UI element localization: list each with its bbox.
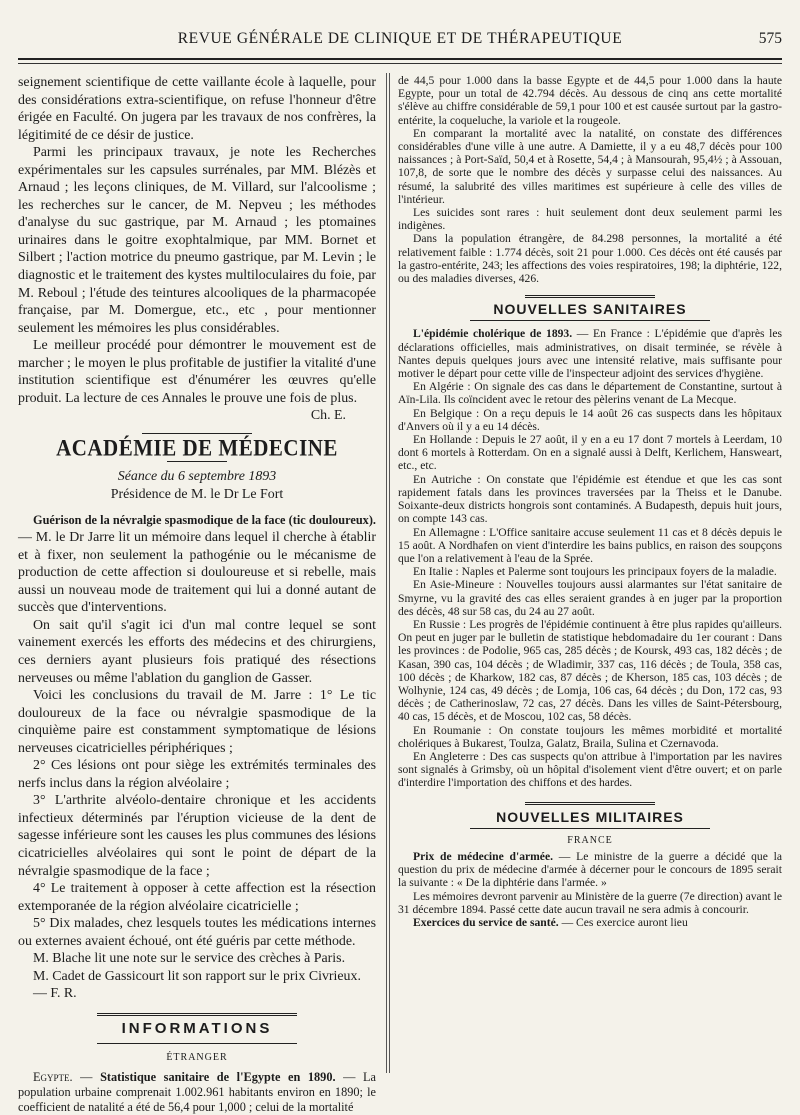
- paragraph: En Russie : Les progrès de l'épidémie continuent à être plus rapides qu'ailleurs. On peut en juger par le bulletin de statistique hebdomadaire du 1er courant : Dans les provinces : de Podolie, 965 cas, 285 décès ; de Koursk, 493 cas, 182 décès ; de Kasan, 390 cas, 104 décès ; de Wladimir, 337 cas, 116 décès ; de Toula, 358 cas, 100 décès ; de Kharkow, 182 cas, 87 décès ; de Kherson, 185 cas, 103 décès ; de Wolhynie, 124 cas, 49 décès ; de Lomja, 106 cas, 64 décès ; du Don, 172 cas, 93 décès ; de Catherinoslaw, 72 cas, 27 décès. Dans les villes de Saint-Pétersbourg, 40 cas, 15 décès, et de Moscou, 102 cas, 58 décès.: [398, 617, 782, 724]
- section-title-militaires: NOUVELLES MILITAIRES: [496, 808, 684, 825]
- signature: Ch. E.: [310, 408, 346, 424]
- paragraph-lead: Egypte.: [33, 1069, 73, 1084]
- section-rule: [97, 1043, 297, 1044]
- paragraph: On sait qu'il s'agit ici d'un mal contre lequel se sont vainement exercés les efforts des médecins et des chirurgiens, ces derniers ayant plusieurs fois pratiqué des résections nerveuses ou même l'ablation du ganglion de Gasser.: [18, 617, 376, 686]
- paragraph-heading: Exercices du service de santé.: [413, 915, 559, 929]
- paragraph: En Algérie : On signale des cas dans le département de Constantine, surtout à Aïn-Lila. Ils coïncident avec le retour des pèlerins venant de La Mecque.: [398, 380, 782, 407]
- right-column: [398, 74, 782, 1074]
- section-rule: [525, 295, 655, 298]
- section-title-academie: ACADÉMIE DE MÉDECINE: [56, 434, 338, 462]
- paragraph: En Italie : Naples et Palerme sont toujours les principaux foyers de la maladie.: [413, 565, 777, 579]
- presidence: Présidence de M. le Dr Le Fort: [110, 487, 284, 503]
- paragraph: [398, 327, 782, 380]
- section-rule: [470, 320, 710, 321]
- paragraph: Egypte. — Statistique sanitaire de l'Egypte en 1890. — La population urbaine comprenait 1.002.961 habitants environ en 1890; le coefficient de natalité a été de 56,4 pour 1,000 ; celui de la mortalité: [18, 1069, 376, 1114]
- paragraph: En Angleterre : Des cas suspects qu'on attribue à l'importation par les navires sont signalés à Grimsby, où un hôpital d'isolement vient d'être ouvert; et on parle d'interdire l'importation des chiffons et des hardes.: [398, 749, 782, 790]
- paragraph: En Asie-Mineure : Nouvelles toujours aussi alarmantes sur l'état sanitaire de Smyrne, vu la gravité des cas elles seraient grandes à en juger par la proportion des décès, 48 sur 58 cas, du 24 au 27 août.: [398, 578, 782, 618]
- paragraph: de 44,5 pour 1.000 dans la basse Egypte et de 44,5 pour 1.000 dans la haute Egypte, pour un total de 42.794 décès. Au dessous de cinq ans cette mortalité s'élève au chiffre considérable de 59,1 pour 100 et est causée surtout par la gastro-entérite, la coqueluche, la variole et la rougeole.: [398, 74, 782, 127]
- paragraph: M. Blache lit une note sur le service des crèches à Paris.: [33, 951, 346, 967]
- paragraph-heading: Prix de médecine d'armée.: [413, 849, 553, 863]
- paragraph-heading: L'épidémie cholérique de 1893.: [413, 327, 573, 341]
- paragraph: Dans la population étrangère, de 84.298 personnes, la mortalité a été relativement faible : 1.774 décès, soit 21 pour 1.000. Ces décès ont été causés par la gastro-entérite, 243; les affections des voies respiratoires, 198; la diphtérie, 122, ou des maladies diverses, 426.: [398, 232, 782, 286]
- paragraph-text: — Le ministre de la guerre a décidé que la question du prix de médecine d'armée à décerner pour le concours de 1895 serait la suivante : « De la diphtérie dans l'armée. »: [398, 849, 783, 890]
- paragraph: [18, 512, 376, 617]
- page-header: [18, 26, 782, 54]
- paragraph: Les suicides sont rares : huit seulement dont deux seulement parmi les indigènes.: [398, 206, 782, 233]
- page-number: 575: [758, 30, 782, 47]
- paragraph: 5° Dix malades, chez lesquels toutes les médications internes ou externes avaient échoué, ont été guéris par cette méthode.: [18, 916, 376, 949]
- section-rule: [525, 802, 655, 805]
- subsection-title: FRANCE: [567, 834, 613, 846]
- paragraph: En Roumanie : On constate toujours les mêmes morbidité et mortalité cholériques à Bukarest, Toulza, Galatz, Braila, Sulina et Czernavoda.: [398, 723, 782, 750]
- subsection-title: ÉTRANGER: [166, 1052, 228, 1064]
- paragraph: En Hollande : Depuis le 27 août, il y en a eu 17 dont 7 mortels à Leerdam, 10 dont 6 mortels à Rotterdam. On en a signalé aussi à Delft, Kerlichem, Hansweart, etc., etc.: [398, 433, 782, 473]
- paragraph-text: — En France : L'épidémie que d'après les déclarations officielles, mais administratives, on disait terminée, se révèle à Nantes depuis quelques jours avec une intensité relative, mais suffisante pour motiver le départ pour cette ville de l'inspecteur adjoint des services d'hygiène.: [398, 327, 783, 381]
- paragraph-text: — M. le Dr Jarre lit un mémoire dans lequel il cherche à établir et à fixer, non seulement la pathogénie ou le mécanisme de production de cette affection si douloureuse et si rebelle, mais aussi un nouveau mode de traitement qui lui a donné autant de succès que d'interventions.: [18, 530, 376, 616]
- signature: — F. R.: [33, 986, 77, 1002]
- paragraph-heading: Guérison de la névralgie spasmodique de la face (tic douloureux).: [33, 512, 376, 527]
- paragraph-text: — Ces exercice auront lieu: [561, 915, 688, 929]
- section-rule: [97, 1013, 297, 1016]
- paragraph: M. Cadet de Gassicourt lit son rapport sur le prix Civrieux.: [33, 968, 361, 984]
- column-separator: [386, 73, 390, 1073]
- paragraph: 4° Le traitement à opposer à cette affection est la résection extemporanée de la région alvéolaire cicatricielle ;: [18, 881, 376, 914]
- paragraph: Voici les conclusions du travail de M. Jarre : 1° Le tic douloureux de la face ou névralgie spasmodique de la cinquième paire est constamment symptomatique de lésions nerveuses cicatricielles périphériques ;: [18, 688, 376, 756]
- section-title-sanitaires: NOUVELLES SANITAIRES: [493, 301, 687, 318]
- paragraph: En Belgique : On a reçu depuis le 14 août 26 cas suspects dans les hôpitaux d'Anvers où il y a eu 14 décès.: [398, 406, 782, 433]
- seance-date: Séance du 6 septembre 1893: [117, 469, 277, 485]
- section-rule: [470, 828, 710, 829]
- paragraph: [398, 850, 782, 890]
- paragraph: 2° Ces lésions ont pour siège les extrémités terminales des nerfs inclus dans la région alvéolaire ;: [18, 758, 376, 791]
- left-column: [18, 74, 376, 1114]
- paragraph: seignement scientifique de cette vaillante école à laquelle, pour des considérations extra-scientifique, on refuse l'honneur d'être érigée en Faculté. On jugera par les travaux de nos confrères, la légitimité de ce désir de justice.: [18, 75, 376, 143]
- paragraph: Parmi les principaux travaux, je note les Recherches expérimentales sur les capsules surrénales, par MM. Blézès et Arnaud ; les leçons cliniques, de M. Villard, sur l'alcoolisme ; les recherches sur le cancer, de M. Nepveu ; les méthodes d'analyse du suc gastrique, par M. Arnaud ; les ptomaines urinaires dans le goitre exophtalmique, par MM. Bornet et Silbert ; l'action motrice du pneumo gastrique, par M. Levin ; le diagnostic et le traitement des kystes multiloculaires du foie, par M. Reboul ; l'étude des teintures alcooliques de la pharmacopée française, par M. Domergue, etc., etc , pour mentionner seulement les mémoires les plus considérables.: [18, 145, 376, 336]
- paragraph: En comparant la mortalité avec la natalité, on constate des différences considérables d'une ville à une autre. A Damiette, il y a eu 48,7 décès pour 100 naissances ; à Port-Saïd, 50,4 et à Rosette, 54,4 ; à Mansourah, 95,4½ ; à Assouan, 107,8, de sorte que le nombre des décès y surpasse celui des naissances. Au résumé, la salubrité des villes maritimes est supérieure à celle des villes de l'intérieur.: [398, 126, 782, 206]
- header-rule: [18, 58, 782, 60]
- running-title: REVUE GÉNÉRALE DE CLINIQUE ET DE THÉRAPEUTIQUE: [177, 30, 623, 47]
- section-rule: [167, 461, 227, 462]
- paragraph-heading: Statistique sanitaire de l'Egypte en 1890.: [100, 1069, 336, 1084]
- paragraph: En Allemagne : L'Office sanitaire accuse seulement 11 cas et 8 décès depuis le 15 août. A Nordhafen on vient d'interdire les bains publics, en raison des soupçons que l'on a relativement à l'eau de la Sprée.: [398, 525, 782, 565]
- header-rule-thin: [18, 63, 782, 64]
- paragraph-text: — La population urbaine comprenait 1.002.961 habitants environ en 1890; le coefficient de natalité a été de 56,4 pour 1,000 ; celui de la mortalité: [18, 1069, 376, 1114]
- paragraph: En Autriche : On constate que l'épidémie est étendue et que les cas sont rapidement fatals dans les provinces traversées par la Theiss et le Danube. Soixante-deux districts hongrois sont contaminés. A Budapesth, depuis huit jours, on compte 143 cas.: [398, 472, 782, 526]
- paragraph: Les mémoires devront parvenir au Ministère de la guerre (7e direction) avant le 31 décembre 1894. Passé cette date aucun travail ne sera admis à concourir.: [398, 889, 782, 916]
- paragraph: [398, 916, 782, 929]
- paragraph: 3° L'arthrite alvéolo-dentaire chronique et les accidents infectieux déterminés par l'éruption vicieuse de la dent de sagesse inférieure sont les causes les plus communes des lésions cicatricielles alvéolaires qui sont le point de départ de la névralgie spasmodique de la face ;: [18, 793, 376, 879]
- section-title-informations: INFORMATIONS: [121, 1019, 273, 1037]
- paragraph: Le meilleur procédé pour démontrer le mouvement est de marcher ; le moyen le plus profitable de justifier la vitalité d'une institution scientifique est d'énumérer les œuvres qu'elle produit. La lecture de ces Annales le prouve une fois de plus.: [18, 338, 376, 406]
